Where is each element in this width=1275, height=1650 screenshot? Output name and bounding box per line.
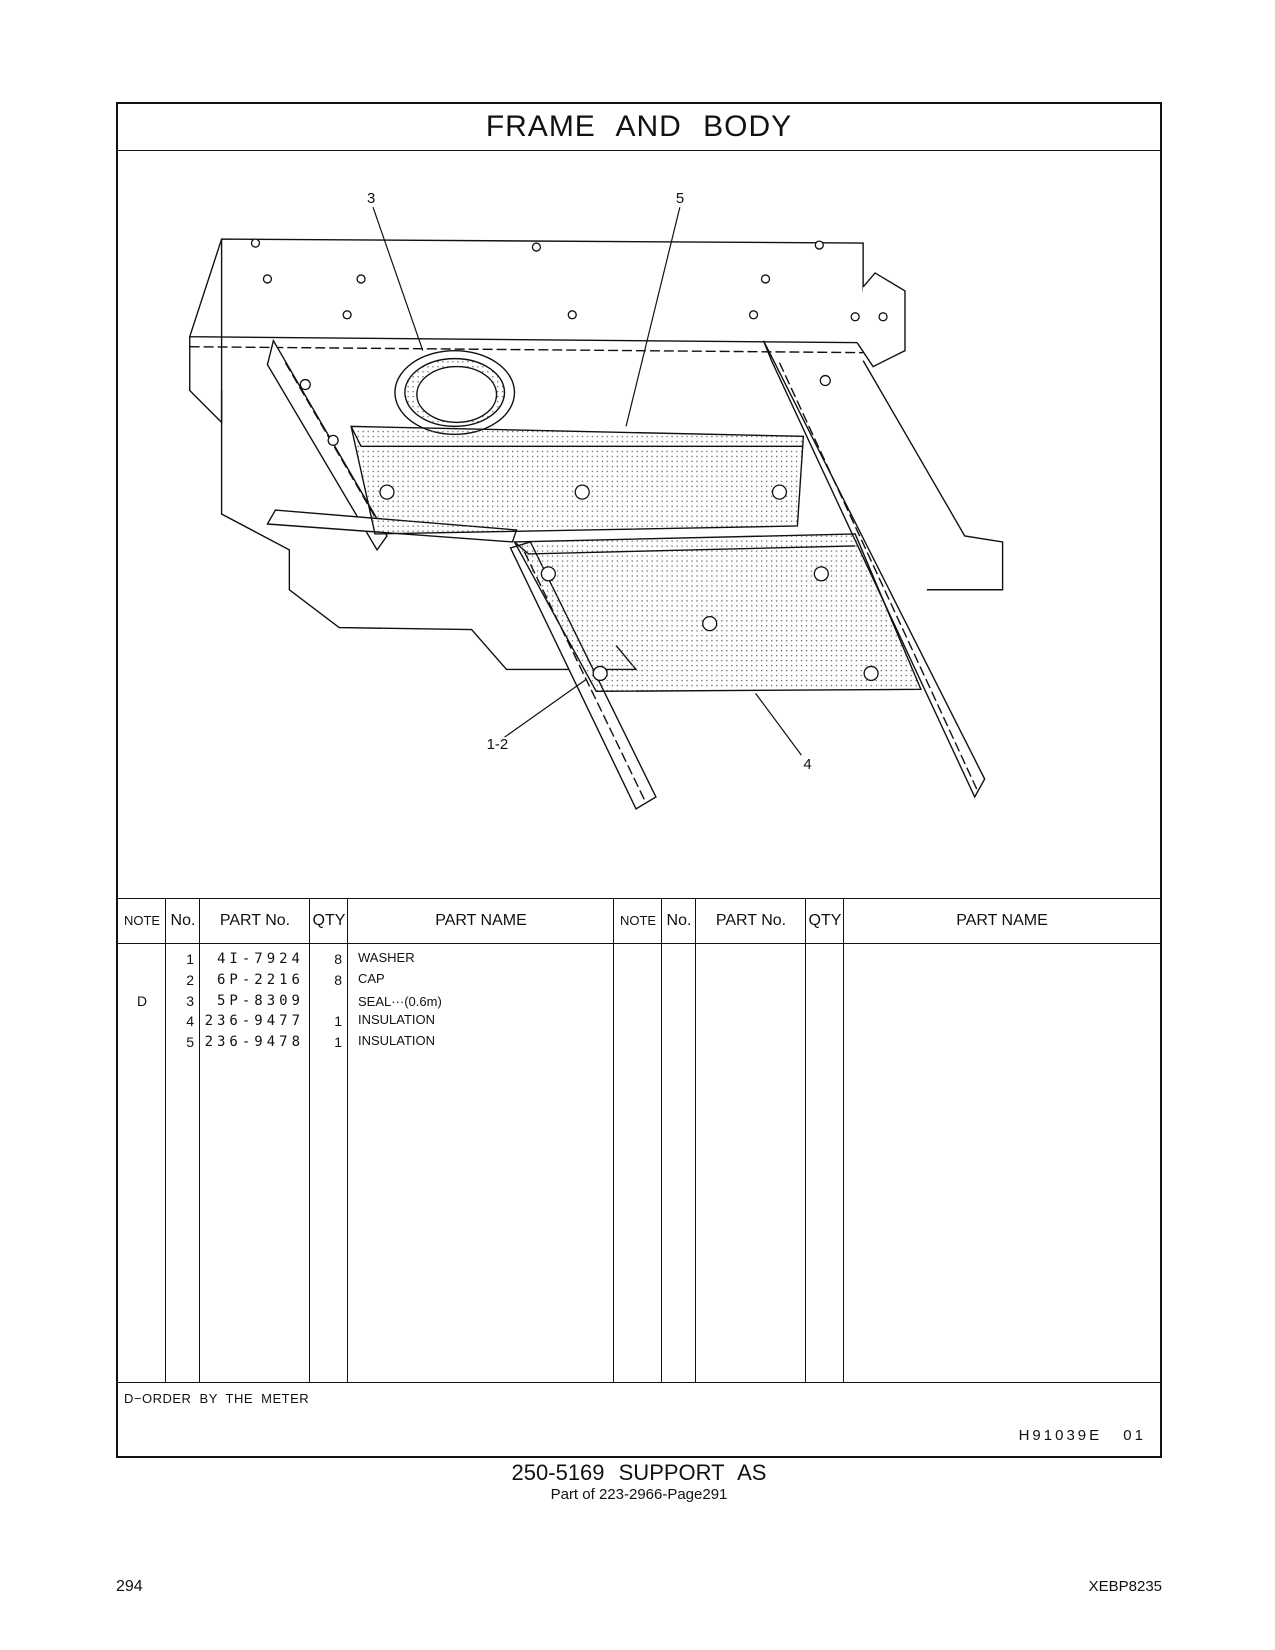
header-no: No.	[170, 912, 196, 929]
row-qty: 1	[334, 1034, 342, 1050]
illustration-code: H91039E 01	[1018, 1427, 1146, 1444]
row-part-no: 6P-2216	[216, 972, 304, 988]
row-note	[118, 949, 166, 970]
row-note: D	[136, 993, 148, 1009]
row-part-no: 236-9477	[204, 1013, 304, 1029]
row-qty	[310, 991, 342, 1012]
page-title: FRAME AND BODY	[118, 104, 1160, 151]
footnote-area	[118, 1382, 1160, 1459]
col-qty-right	[806, 899, 844, 1383]
col-no-right	[662, 899, 696, 1383]
header-note: NOTE	[619, 913, 657, 928]
callout-4: 4	[803, 756, 812, 774]
row-qty: 8	[334, 951, 342, 967]
row-no: 5	[186, 1034, 194, 1050]
header-qty: QTY	[808, 912, 842, 929]
support-assembly-illustration	[118, 150, 1160, 898]
row-part-name: INSULATION	[358, 1033, 436, 1048]
row-note	[118, 1011, 166, 1032]
row-part-name: INSULATION	[358, 1012, 436, 1027]
parts-sheet-frame	[116, 102, 1162, 1458]
row-part-name: CAP	[358, 971, 385, 986]
row-part-name: WASHER	[358, 950, 415, 965]
row-part-no: 4I-7924	[216, 951, 304, 967]
row-no: 2	[186, 972, 194, 988]
row-note	[118, 1032, 166, 1053]
page-number: 294	[116, 1578, 143, 1595]
row-note	[118, 970, 166, 991]
callout-3: 3	[367, 190, 376, 208]
header-part-no: PART No.	[219, 912, 291, 929]
header-part-name: PART NAME	[435, 912, 527, 929]
header-no: No.	[666, 912, 692, 929]
order-note: D−ORDER BY THE METER	[124, 1391, 310, 1406]
header-note: NOTE	[123, 913, 161, 928]
callout-5: 5	[675, 190, 685, 208]
header-part-no: PART No.	[715, 912, 787, 929]
row-qty: 8	[334, 972, 342, 988]
header-part-name: PART NAME	[956, 912, 1048, 929]
document-id: XEBP8235	[1088, 1578, 1162, 1595]
assembly-subcaption: Part of 223-2966-Page291	[550, 1486, 728, 1503]
row-part-no: 5P-8309	[216, 993, 304, 1009]
assembly-caption: 250-5169 SUPPORT AS	[511, 1460, 767, 1485]
col-partno-right	[696, 899, 806, 1383]
header-qty: QTY	[312, 912, 346, 929]
callout-1-2: 1-2	[486, 736, 509, 754]
parts-table	[118, 898, 1160, 1383]
row-no: 3	[186, 993, 194, 1009]
exploded-view-drawing	[118, 150, 1160, 898]
row-no: 1	[186, 951, 194, 967]
row-part-no: 236-9478	[204, 1034, 304, 1050]
row-part-name: SEAL···(0.6m)	[358, 994, 442, 1009]
row-qty: 1	[334, 1013, 342, 1029]
row-no: 4	[186, 1013, 194, 1029]
col-note-right	[614, 899, 662, 1383]
